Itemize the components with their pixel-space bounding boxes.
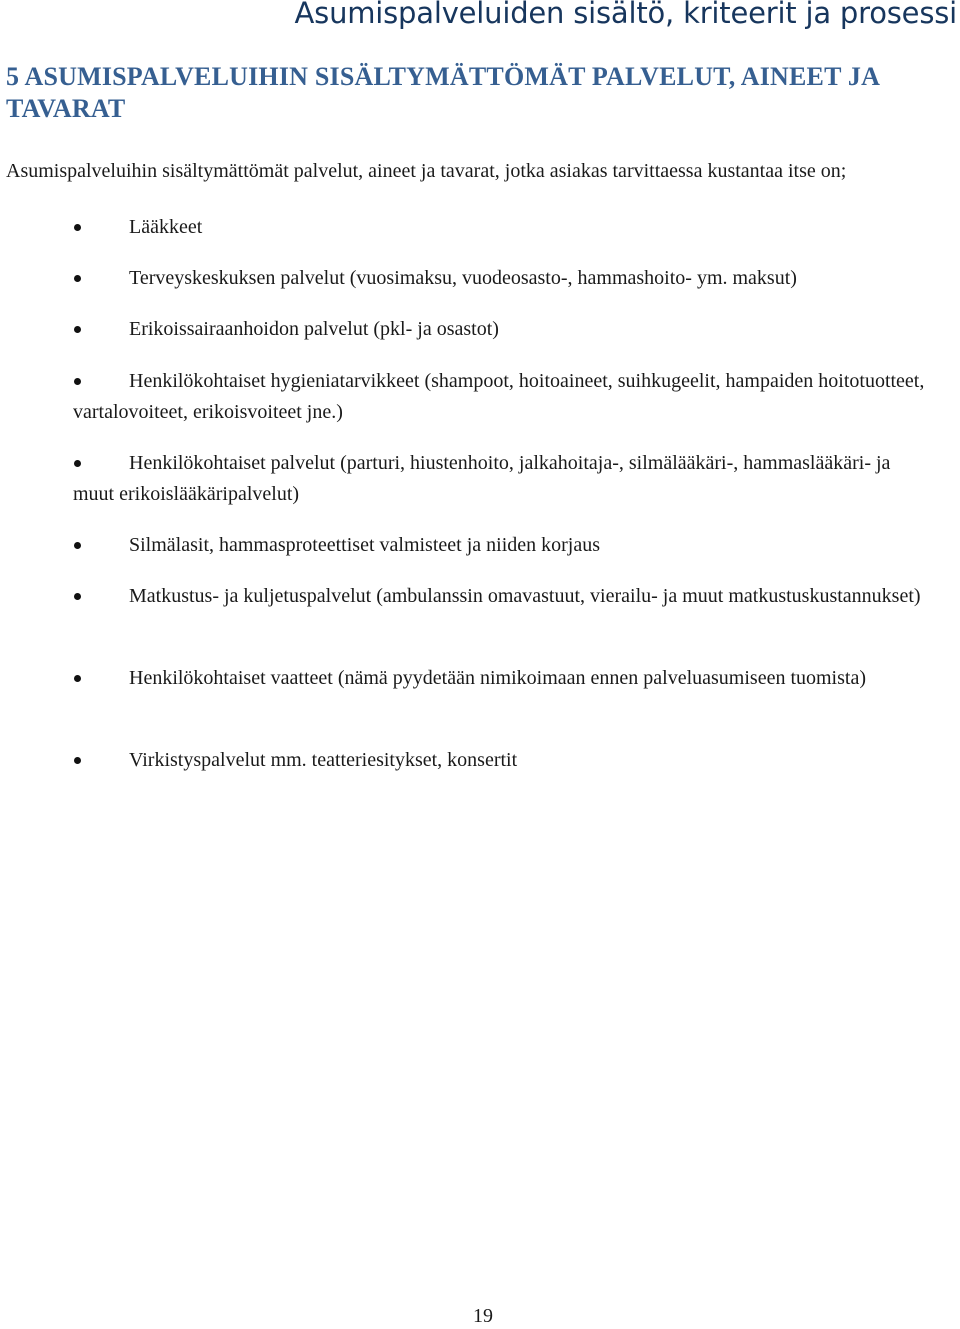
running-header: Asumispalveluiden sisältö, kriteerit ja prosessi	[294, 0, 957, 30]
list-item	[73, 745, 933, 776]
bullet-icon	[73, 263, 87, 294]
list-item	[73, 263, 933, 294]
list-item	[73, 581, 933, 612]
list-item-text: Silmälasit, hammasproteettiset valmisteet ja niiden korjaus	[129, 534, 601, 556]
list-item-text: Henkilökohtaiset hygieniatarvikkeet (shampoot, hoitoaineet, suihkugeelit, hampaiden hoitotuotteet, vartalovoiteet, erikoisvoiteet jne.)	[73, 370, 925, 423]
list-item	[73, 663, 933, 694]
list-item-text: Erikoissairaanhoidon palvelut (pkl- ja osastot)	[129, 318, 499, 340]
bullet-icon	[73, 663, 87, 694]
intro-paragraph: Asumispalveluihin sisältymättömät palvelut, aineet ja tavarat, jotka asiakas tarvittaessa kustantaa itse on;	[6, 160, 847, 182]
list-item	[73, 212, 933, 243]
list-item-text: Henkilökohtaiset palvelut (parturi, hiustenhoito, jalkahoitaja-, silmälääkäri-, hammaslääkäri- ja muut erikoislääkäripalvelut)	[73, 452, 891, 505]
list-item	[73, 366, 933, 428]
list-item	[73, 448, 933, 510]
list-item-text: Terveyskeskuksen palvelut (vuosimaksu, vuodeosasto-, hammashoito- ym. maksut)	[129, 267, 797, 289]
bullet-icon	[73, 581, 87, 612]
bullet-icon	[73, 745, 87, 776]
bullet-icon	[73, 448, 87, 479]
list-item-text: Henkilökohtaiset vaatteet (nämä pyydetään nimikoimaan ennen palveluasumiseen tuomista)	[129, 667, 866, 689]
list-item-text: Matkustus- ja kuljetuspalvelut (ambulanssin omavastuut, vierailu- ja muut matkustuskustannukset)	[129, 585, 921, 607]
section-title: 5 ASUMISPALVELUIHIN SISÄLTYMÄTTÖMÄT PALVELUT, AINEET JA TAVARAT	[6, 62, 879, 123]
bullet-icon	[73, 366, 87, 397]
list-item-text: Virkistyspalvelut mm. teatteriesitykset, konsertit	[129, 749, 518, 771]
list-item	[73, 530, 933, 561]
bullet-icon	[73, 212, 87, 243]
bullet-icon	[73, 530, 87, 561]
bullet-icon	[73, 314, 87, 345]
list-item	[73, 314, 933, 345]
list-item-text: Lääkkeet	[129, 216, 203, 238]
page-number: 19	[473, 1305, 493, 1327]
